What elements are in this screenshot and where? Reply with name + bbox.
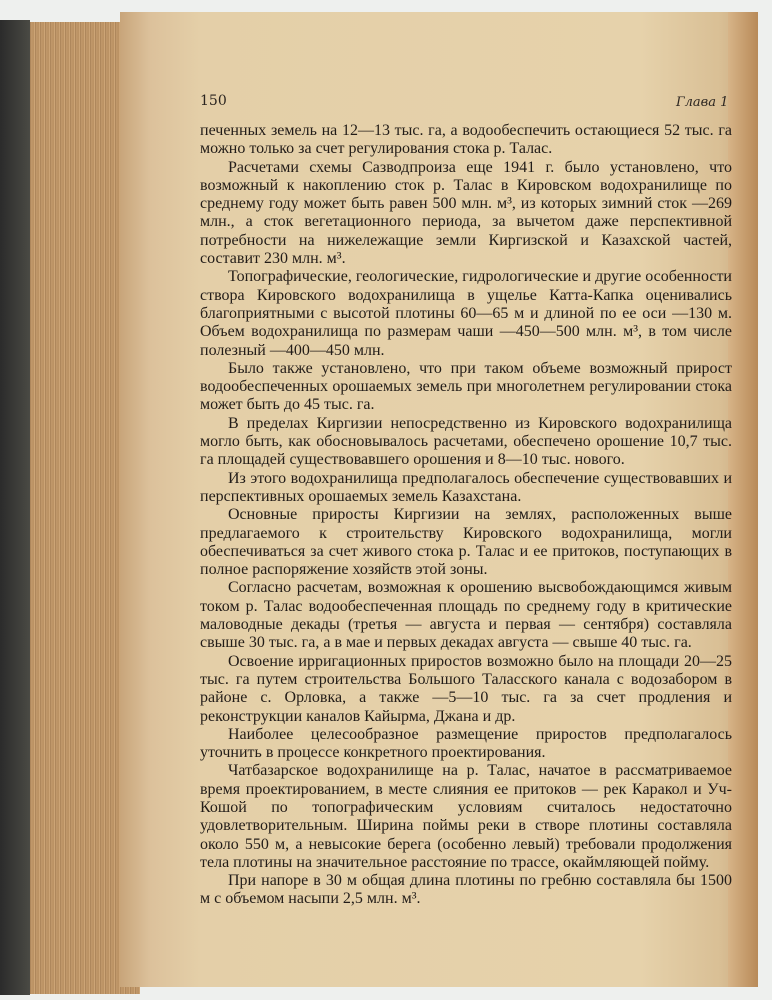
paragraph: печенных земель на 12—13 тыс. га, а водообеспечить остающиеся 52 тыс. га можно только за счет регулирования стока р. Талас.: [200, 122, 732, 158]
paragraph: Основные приросты Киргизии на землях, расположенных выше предлагаемого к строительству Кировского водохранилища, могли обеспечиваться за счет живого стока р. Талас и ее притоков, поступающих в полное распоряжение хозяйств этой зоны.: [200, 506, 732, 579]
paragraph: Наиболее целесообразное размещение приростов предполагалось уточнить в процессе конкретного проектирования.: [200, 725, 732, 762]
book-gutter-right: [728, 12, 758, 987]
paragraph: В пределах Киргизии непосредственно из Кировского водохранилища могло быть, как обосновывалось расчетами, обеспечено орошение 10,7 тыс. га площадей существовавшего орошения и 8—10 тыс. нового.: [200, 414, 732, 469]
body-text: [200, 122, 732, 909]
paragraph: Было также установлено, что при таком объеме возможный прирост водообеспеченных орошаемых земель при многолетнем регулировании стока может быть до 45 тыс. га.: [200, 359, 732, 414]
paragraph: Топографические, геологические, гидрологические и другие особенности створа Кировского водохранилища в ущелье Катта-Капка оценивались благоприятными с высотой плотины 60—65 м и длиной по ее оси —130 м. Объем водохранилища по размерам чаши —450—500 млн. м³, в том числе полезный —400—450 млн.: [200, 268, 732, 359]
paragraph: Чатбазарское водохранилище на р. Талас, начатое в рассматриваемое время проектированием, в месте слияния ее притоков — рек Каракол и Уч-Кошой по топографическим условиям считалось недостаточно удовлетворительным. Ширина поймы реки в створе плотины составляла около 550 м, а невысокие берега (особенно левый) требовали продолжения тела плотины на значительное расстояние по трассе, окаймляющей пойму.: [200, 762, 732, 871]
paragraph: Согласно расчетам, возможная к орошению высвобождающимся живым током р. Талас водообеспеченная площадь по среднему году в критические маловодные декады (третья — августа и первая — сентября) составляла свыше 30 тыс. га, а в мае и первых декадах августа — свыше 40 тыс. га.: [200, 579, 732, 652]
page-number: 150: [200, 93, 227, 109]
paragraph: Освоение ирригационных приростов возможно было на площади 20—25 тыс. га путем строительства Большого Таласского канала с водозабором в районе с. Орловка, а также —5—10 тыс. га за счет продления и реконструкции каналов Кайырма, Джана и др.: [200, 652, 732, 725]
paragraph: При напоре в 30 м общая длина плотины по гребню составляла бы 1500 м с объемом насыпи 2,5 млн. м³.: [200, 872, 732, 908]
scanner-edge: [0, 20, 30, 995]
paragraph: Расчетами схемы Сазводпроиза еще 1941 г. было установлено, что возможный к накоплению сток р. Талас в Кировском водохранилище по среднему году может быть равен 500 млн. м³, из которых зимний сток —269 млн., а сток вегетационного периода, за вычетом даже перспективной потребности на нижележащие земли Киргизской и Казахской частей, составит 230 млн. м³.: [200, 158, 732, 268]
running-header-chapter: Глава 1: [676, 95, 729, 110]
paragraph: Из этого водохранилища предполагалось обеспечение существовавших и перспективных орошаемых земель Казахстана.: [200, 469, 732, 505]
